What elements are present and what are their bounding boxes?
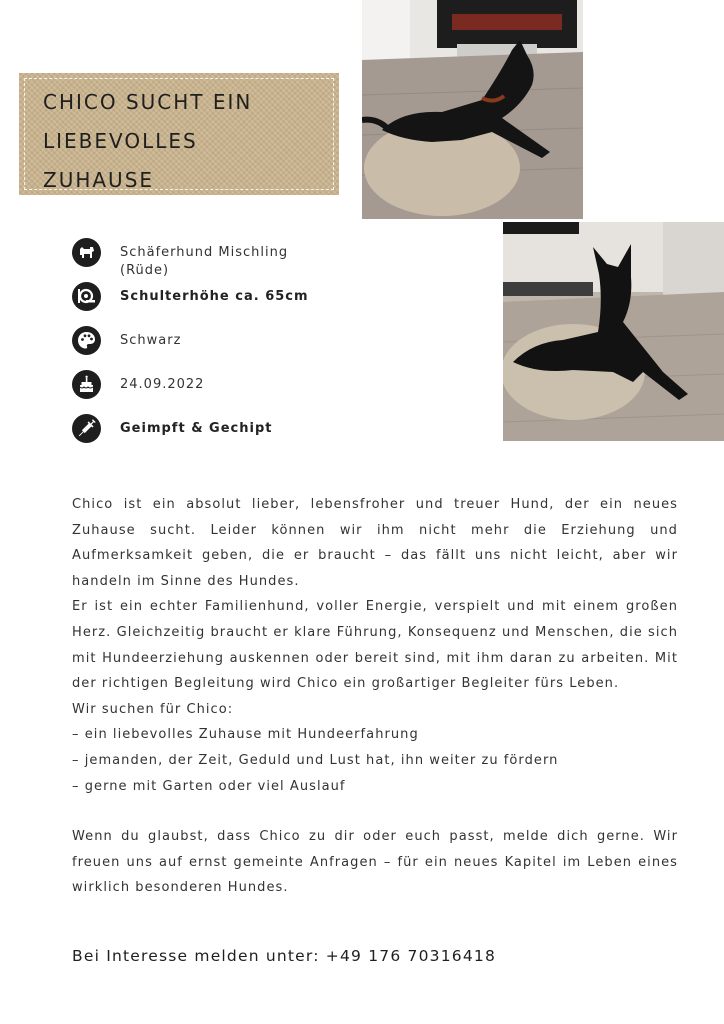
- title-line-2: LIEBEVOLLES: [43, 129, 198, 153]
- birthday-cake-icon: [72, 370, 101, 399]
- description-paragraph-2: Er ist ein echter Familienhund, voller Energie, verspielt und mit einem großen Herz. Gleichzeitig braucht er klare Führung, Konsequenz und Menschen, die sich mit Hundeerziehung auskennen oder bereit sind, mit ihm daran zu arbeiten. Mit der richtigen Begleitung wird Chico ein großartiger Begleiter fürs Leben.: [72, 599, 678, 692]
- fact-vaccination-text: Geimpft & Gechipt: [120, 421, 273, 436]
- dog-photo-lying-rug: [503, 222, 724, 441]
- fact-breed-line-1: Schäferhund Mischling: [120, 245, 289, 260]
- title-line-3: ZUHAUSE: [43, 168, 155, 192]
- description: [72, 492, 678, 901]
- wish-item-3: – gerne mit Garten oder viel Auslauf: [72, 778, 346, 794]
- contact-line: Bei Interesse melden unter: +49 176 70316418: [72, 947, 497, 965]
- title-line-1: CHICO SUCHT EIN: [43, 90, 253, 114]
- page-title: [43, 83, 333, 200]
- palette-icon: [72, 326, 101, 355]
- fact-breed-line-2: (Rüde): [120, 263, 170, 278]
- wish-item-2: – jemanden, der Zeit, Geduld und Lust hat, ihn weiter zu fördern: [72, 752, 559, 768]
- wish-item-1: – ein liebevolles Zuhause mit Hundeerfahrung: [72, 727, 419, 743]
- description-paragraph-3: Wenn du glaubst, dass Chico zu dir oder euch passt, melde dich gerne. Wir freuen uns auf ernst gemeinte Anfragen – für ein neues Kapitel im Leben eines wirklich besonderen Hundes.: [72, 829, 678, 896]
- fact-color-text: Schwarz: [120, 333, 182, 348]
- measuring-tape-icon: [72, 282, 101, 311]
- syringe-icon: [72, 414, 101, 443]
- description-paragraph-1: Chico ist ein absolut lieber, lebensfroher und treuer Hund, der ein neues Zuhause sucht. Leider können wir ihm nicht mehr die Erziehung und Aufmerksamkeit geben, die er braucht – das fällt uns nicht leicht, aber wir handeln im Sinne des Hundes.: [72, 497, 678, 589]
- fact-height-text: Schulterhöhe ca. 65cm: [120, 289, 309, 304]
- fact-birthdate-text: 24.09.2022: [120, 377, 205, 392]
- dog-photo-lying-living-room: [362, 0, 583, 219]
- wishes-heading: Wir suchen für Chico:: [72, 701, 234, 717]
- dog-icon: [72, 238, 101, 267]
- title-banner: [19, 73, 339, 195]
